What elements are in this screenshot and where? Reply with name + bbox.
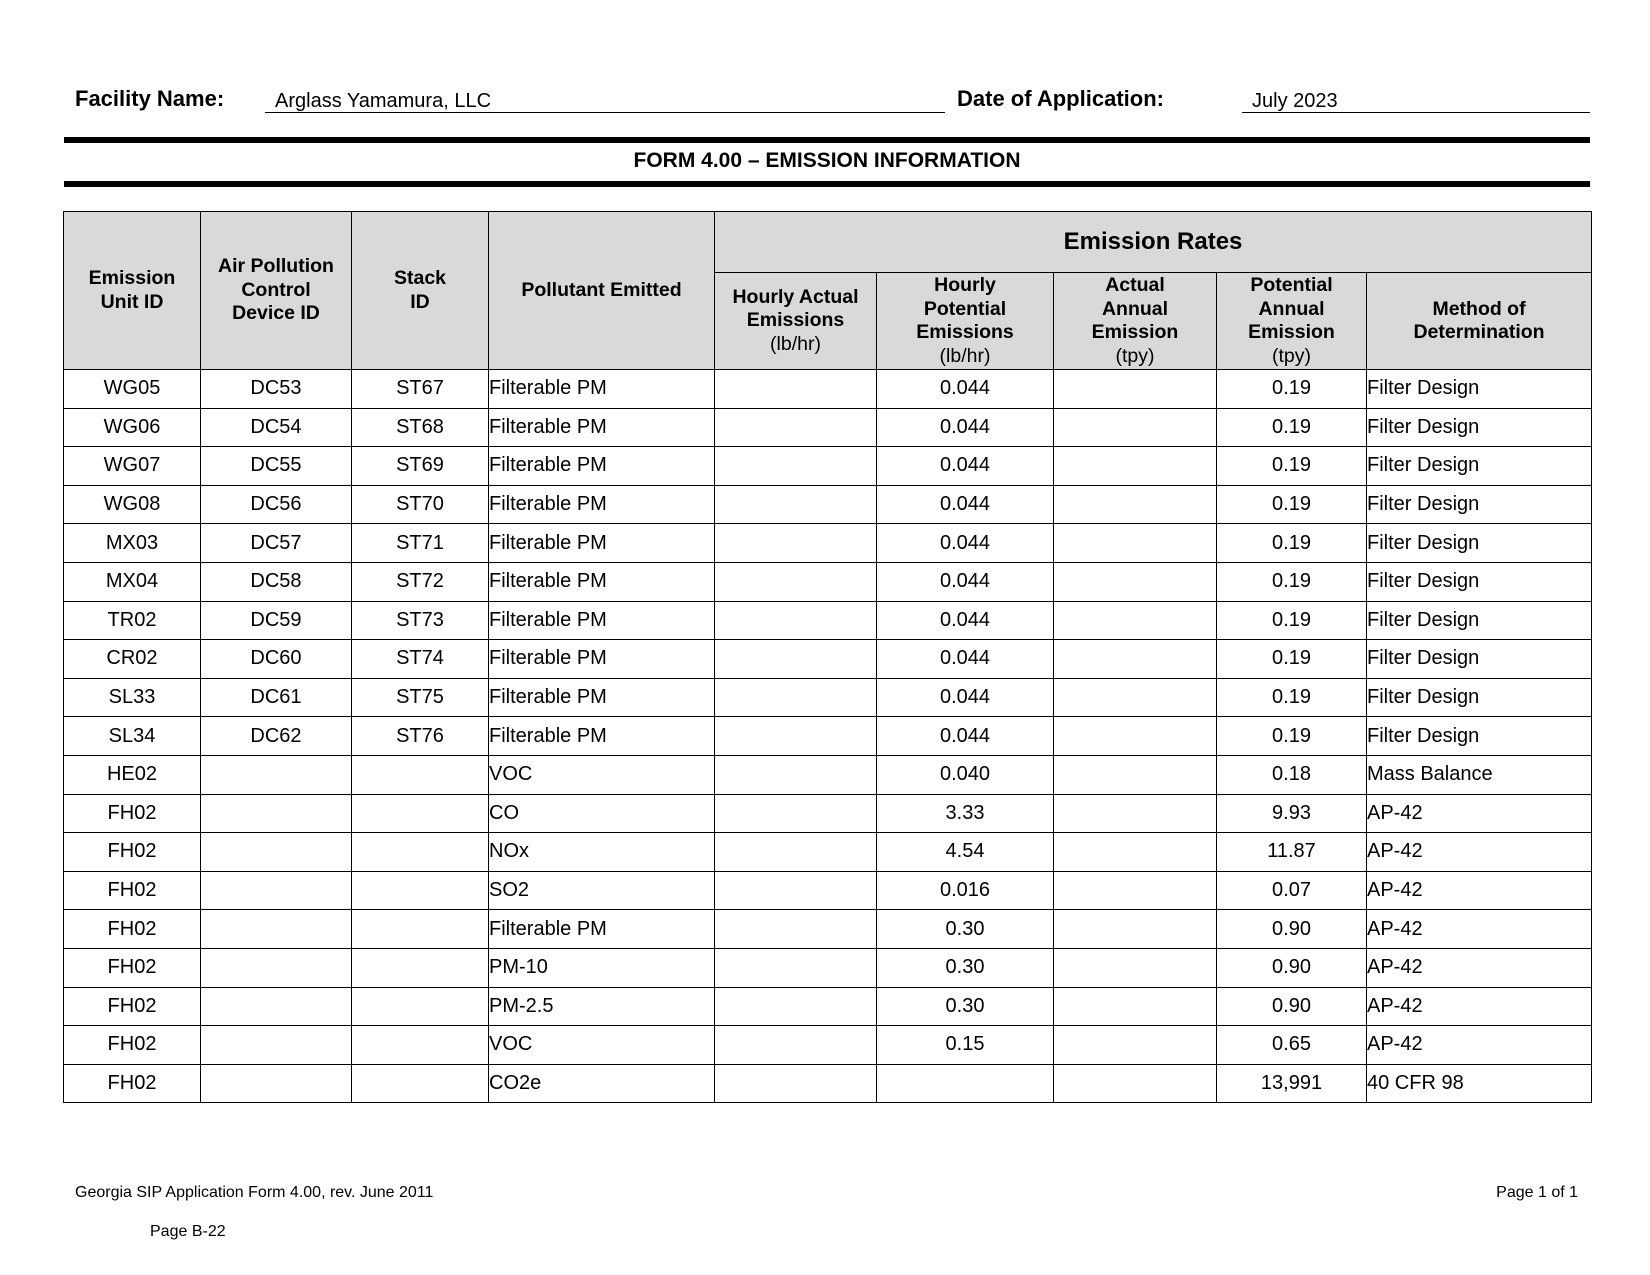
hourly-potential-cell: 0.044 [877,640,1054,679]
apc-device-id-cell: DC53 [201,370,352,409]
table-row [64,910,1592,949]
col-header-actual-annual [1054,273,1217,370]
stack-id-cell [352,833,489,872]
table-row [64,678,1592,717]
hourly-actual-cell [715,1026,877,1065]
method-cell: Filter Design [1367,485,1592,524]
emission-unit-id-cell: CR02 [64,640,201,679]
table-row [64,948,1592,987]
col-header-method: Method of Determination [1367,273,1592,370]
hourly-actual-cell [715,601,877,640]
emission-unit-id-cell: SL33 [64,678,201,717]
pollutant-cell: Filterable PM [489,408,715,447]
hourly-potential-cell: 0.044 [877,370,1054,409]
pollutant-cell: Filterable PM [489,447,715,486]
stack-id-cell [352,755,489,794]
actual-annual-cell [1054,524,1217,563]
method-cell: Filter Design [1367,408,1592,447]
title-bottom-rule [64,181,1590,187]
hourly-potential-cell: 0.044 [877,485,1054,524]
apc-device-id-cell [201,1064,352,1103]
apc-device-id-cell: DC59 [201,601,352,640]
pollutant-cell: PM-2.5 [489,987,715,1026]
stack-id-cell: ST69 [352,447,489,486]
emission-unit-id-cell: WG07 [64,447,201,486]
actual-annual-cell [1054,447,1217,486]
table-row [64,987,1592,1026]
potential-annual-cell: 0.19 [1217,524,1367,563]
method-cell: AP-42 [1367,833,1592,872]
col-header-hourly-actual [715,273,877,370]
stack-id-cell [352,794,489,833]
col-header-pollutant-emitted: Pollutant Emitted [489,212,715,370]
actual-annual-cell [1054,948,1217,987]
pollutant-cell: PM-10 [489,948,715,987]
hourly-actual-cell [715,678,877,717]
method-cell: AP-42 [1367,987,1592,1026]
pollutant-cell: Filterable PM [489,910,715,949]
page-count: Page 1 of 1 [1496,1184,1578,1201]
emission-unit-id-cell: FH02 [64,987,201,1026]
hourly-actual-cell [715,987,877,1026]
pollutant-cell: Filterable PM [489,717,715,756]
form-title: FORM 4.00 – EMISSION INFORMATION [633,149,1021,172]
emission-unit-id-cell: TR02 [64,601,201,640]
actual-annual-cell [1054,1026,1217,1065]
pollutant-cell: CO [489,794,715,833]
pollutant-cell: Filterable PM [489,370,715,409]
hourly-actual-cell [715,717,877,756]
hourly-potential-cell: 0.15 [877,1026,1054,1065]
hourly-potential-cell [877,1064,1054,1103]
table-row [64,871,1592,910]
pollutant-cell: Filterable PM [489,524,715,563]
hourly-potential-cell: 0.040 [877,755,1054,794]
table-row [64,408,1592,447]
apc-device-id-cell: DC58 [201,562,352,601]
potential-annual-cell: 0.90 [1217,987,1367,1026]
actual-annual-cell [1054,755,1217,794]
hourly-actual-cell [715,871,877,910]
stack-id-cell: ST72 [352,562,489,601]
table-row [64,833,1592,872]
col-header-actual-annual-label: Actual Annual Emission [1091,274,1179,343]
method-cell: AP-42 [1367,794,1592,833]
table-row [64,485,1592,524]
emission-unit-id-cell: FH02 [64,1026,201,1065]
potential-annual-cell: 0.19 [1217,601,1367,640]
apc-device-id-cell [201,1026,352,1065]
pollutant-cell: SO2 [489,871,715,910]
facility-name-label: Facility Name: [75,86,225,111]
apc-device-id-cell: DC55 [201,447,352,486]
emission-table [63,211,1592,1103]
date-of-application-label: Date of Application: [957,86,1164,111]
actual-annual-cell [1054,833,1217,872]
pollutant-cell: VOC [489,1026,715,1065]
actual-annual-cell [1054,408,1217,447]
emission-unit-id-cell: SL34 [64,717,201,756]
hourly-potential-cell: 0.044 [877,601,1054,640]
hourly-actual-cell [715,948,877,987]
emission-unit-id-cell: WG08 [64,485,201,524]
hourly-potential-cell: 0.044 [877,447,1054,486]
actual-annual-cell [1054,871,1217,910]
stack-id-cell: ST71 [352,524,489,563]
hourly-potential-cell: 0.044 [877,678,1054,717]
hourly-actual-cell [715,640,877,679]
col-header-potential-annual [1217,273,1367,370]
apc-device-id-cell [201,833,352,872]
method-cell: Filter Design [1367,524,1592,563]
hourly-actual-cell [715,447,877,486]
method-cell: Filter Design [1367,370,1592,409]
hourly-actual-cell [715,833,877,872]
table-row [64,717,1592,756]
hourly-actual-cell [715,1064,877,1103]
potential-annual-cell: 0.19 [1217,408,1367,447]
hourly-actual-cell [715,485,877,524]
table-row [64,562,1592,601]
emission-unit-id-cell: FH02 [64,833,201,872]
col-header-stack-id: Stack ID [352,212,489,370]
hourly-actual-cell [715,562,877,601]
page-reference: Page B-22 [150,1223,226,1240]
col-header-apc-device-id: Air Pollution Control Device ID [201,212,352,370]
potential-annual-cell: 0.07 [1217,871,1367,910]
apc-device-id-cell: DC61 [201,678,352,717]
method-cell: Mass Balance [1367,755,1592,794]
hourly-potential-cell: 4.54 [877,833,1054,872]
table-row [64,370,1592,409]
actual-annual-cell [1054,717,1217,756]
col-header-hourly-actual-unit: (lb/hr) [770,332,821,355]
actual-annual-cell [1054,640,1217,679]
stack-id-cell [352,1064,489,1103]
emission-unit-id-cell: FH02 [64,871,201,910]
hourly-potential-cell: 0.30 [877,948,1054,987]
hourly-potential-cell: 0.016 [877,871,1054,910]
apc-device-id-cell [201,794,352,833]
actual-annual-cell [1054,562,1217,601]
apc-device-id-cell: DC56 [201,485,352,524]
hourly-actual-cell [715,408,877,447]
pollutant-cell: NOx [489,833,715,872]
col-header-actual-annual-unit: (tpy) [1115,344,1155,367]
stack-id-cell [352,1026,489,1065]
emission-unit-id-cell: FH02 [64,948,201,987]
potential-annual-cell: 0.90 [1217,948,1367,987]
emission-unit-id-cell: MX04 [64,562,201,601]
apc-device-id-cell: DC54 [201,408,352,447]
col-header-hourly-actual-label: Hourly Actual Emissions [732,285,859,332]
pollutant-cell: Filterable PM [489,640,715,679]
table-row [64,755,1592,794]
stack-id-cell [352,987,489,1026]
hourly-actual-cell [715,910,877,949]
actual-annual-cell [1054,485,1217,524]
table-row [64,524,1592,563]
stack-id-cell [352,910,489,949]
method-cell: Filter Design [1367,717,1592,756]
method-cell: Filter Design [1367,640,1592,679]
hourly-potential-cell: 0.30 [877,987,1054,1026]
stack-id-cell: ST70 [352,485,489,524]
potential-annual-cell: 0.19 [1217,447,1367,486]
stack-id-cell: ST73 [352,601,489,640]
emission-unit-id-cell: FH02 [64,910,201,949]
method-cell: AP-42 [1367,910,1592,949]
pollutant-cell: Filterable PM [489,678,715,717]
table-row [64,601,1592,640]
apc-device-id-cell: DC57 [201,524,352,563]
method-cell: Filter Design [1367,601,1592,640]
apc-device-id-cell [201,871,352,910]
hourly-actual-cell [715,524,877,563]
col-header-hourly-potential-unit: (lb/hr) [939,344,991,367]
method-cell: Filter Design [1367,562,1592,601]
potential-annual-cell: 0.90 [1217,910,1367,949]
hourly-potential-cell: 0.044 [877,717,1054,756]
potential-annual-cell: 0.19 [1217,717,1367,756]
hourly-potential-cell: 0.044 [877,524,1054,563]
emission-unit-id-cell: MX03 [64,524,201,563]
hourly-potential-cell: 0.044 [877,562,1054,601]
actual-annual-cell [1054,678,1217,717]
potential-annual-cell: 0.19 [1217,370,1367,409]
apc-device-id-cell [201,948,352,987]
actual-annual-cell [1054,910,1217,949]
date-of-application-field: July 2023 [1242,79,1590,113]
actual-annual-cell [1054,794,1217,833]
actual-annual-cell [1054,601,1217,640]
potential-annual-cell: 0.18 [1217,755,1367,794]
stack-id-cell: ST75 [352,678,489,717]
stack-id-cell [352,948,489,987]
col-header-hourly-potential-label: Hourly Potential Emissions [916,274,1014,343]
emission-rates-group-header: Emission Rates [715,212,1592,273]
hourly-potential-cell: 3.33 [877,794,1054,833]
apc-device-id-cell: DC60 [201,640,352,679]
potential-annual-cell: 11.87 [1217,833,1367,872]
stack-id-cell: ST67 [352,370,489,409]
col-header-hourly-potential [877,273,1054,370]
hourly-potential-cell: 0.30 [877,910,1054,949]
potential-annual-cell: 0.19 [1217,678,1367,717]
actual-annual-cell [1054,1064,1217,1103]
stack-id-cell: ST74 [352,640,489,679]
method-cell: AP-42 [1367,948,1592,987]
pollutant-cell: CO2e [489,1064,715,1103]
stack-id-cell: ST76 [352,717,489,756]
method-cell: AP-42 [1367,871,1592,910]
apc-device-id-cell: DC62 [201,717,352,756]
table-row [64,794,1592,833]
method-cell: Filter Design [1367,678,1592,717]
hourly-potential-cell: 0.044 [877,408,1054,447]
stack-id-cell [352,871,489,910]
emission-unit-id-cell: FH02 [64,794,201,833]
stack-id-cell: ST68 [352,408,489,447]
apc-device-id-cell [201,755,352,794]
method-cell: AP-42 [1367,1026,1592,1065]
title-top-rule [64,137,1590,143]
actual-annual-cell [1054,987,1217,1026]
hourly-actual-cell [715,370,877,409]
potential-annual-cell: 0.65 [1217,1026,1367,1065]
col-header-potential-annual-label: Potential Annual Emission [1248,274,1335,343]
method-cell: 40 CFR 98 [1367,1064,1592,1103]
col-header-emission-unit-id: Emission Unit ID [64,212,201,370]
potential-annual-cell: 0.19 [1217,562,1367,601]
apc-device-id-cell [201,910,352,949]
pollutant-cell: Filterable PM [489,485,715,524]
col-header-potential-annual-unit: (tpy) [1272,344,1311,367]
actual-annual-cell [1054,370,1217,409]
emission-unit-id-cell: WG06 [64,408,201,447]
potential-annual-cell: 13,991 [1217,1064,1367,1103]
table-row [64,1026,1592,1065]
potential-annual-cell: 0.19 [1217,485,1367,524]
emission-unit-id-cell: FH02 [64,1064,201,1103]
table-row [64,447,1592,486]
pollutant-cell: Filterable PM [489,601,715,640]
pollutant-cell: VOC [489,755,715,794]
table-row [64,640,1592,679]
emission-unit-id-cell: WG05 [64,370,201,409]
hourly-actual-cell [715,794,877,833]
potential-annual-cell: 9.93 [1217,794,1367,833]
method-cell: Filter Design [1367,447,1592,486]
potential-annual-cell: 0.19 [1217,640,1367,679]
table-row [64,1064,1592,1103]
facility-name-field: Arglass Yamamura, LLC [265,79,945,113]
pollutant-cell: Filterable PM [489,562,715,601]
form-revision-note: Georgia SIP Application Form 4.00, rev. June 2011 [75,1184,434,1201]
emission-unit-id-cell: HE02 [64,755,201,794]
apc-device-id-cell [201,987,352,1026]
hourly-actual-cell [715,755,877,794]
